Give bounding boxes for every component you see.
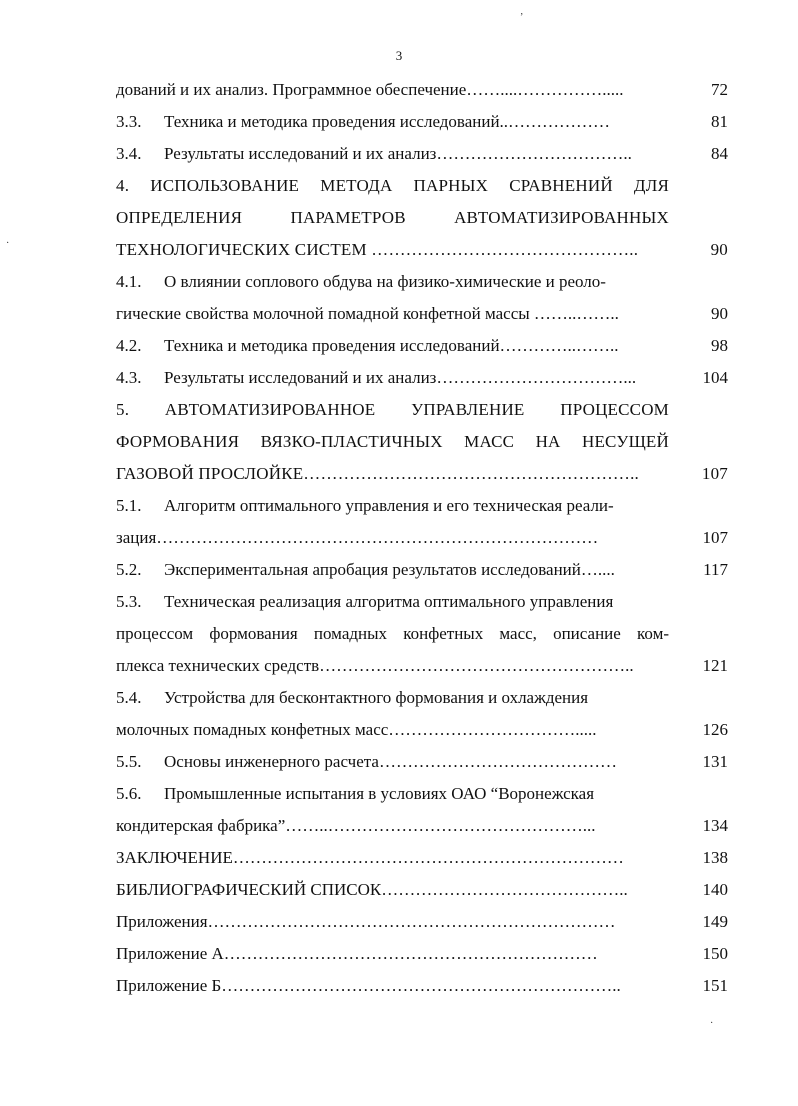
toc-entry-text: Устройства для бесконтактного формования и охлаждения [164,688,589,707]
toc-section-number: 4.2. [116,336,142,355]
toc-line [0,714,798,746]
toc-section-number: 4.1. [116,272,142,291]
toc-section-number: 5.6. [116,784,142,803]
toc-entry-text: Результаты исследований и их анализ……………………………... [164,368,637,387]
toc-entry-text: О влиянии соплового обдува на физико-химические и реоло- [164,272,606,291]
toc-entry-text: плекса технических средств……………………………………………….. [116,656,634,675]
toc-line [0,106,798,138]
toc-section-number: 5.2. [116,560,142,579]
toc-line [0,426,798,458]
toc-section-number: 5.4. [116,688,142,707]
page-number: 3 [395,48,403,63]
toc-line [0,394,798,426]
toc-chapter-heading: ФОРМОВАНИЯ ВЯЗКО-ПЛАСТИЧНЫХ МАСС НА НЕСУЩЕЙ [116,432,669,451]
toc-line [0,842,798,874]
toc-page-number: 104 [702,368,728,387]
toc-entry-text: Приложения……………………………………………………………… [116,912,616,931]
toc-page-number: 107 [702,528,728,547]
toc-line [0,458,798,490]
toc-chapter-heading: 5. АВТОМАТИЗИРОВАННОЕ УПРАВЛЕНИЕ ПРОЦЕССОМ [116,400,669,419]
toc-page-number: 150 [702,944,728,963]
toc-page-number: 138 [702,848,728,867]
toc-page-number: 90 [710,240,728,259]
toc-line [0,298,798,330]
toc-entry-text: Основы инженерного расчета…………………………………… [164,752,617,771]
toc-page-number: 149 [702,912,728,931]
toc-page-number: 126 [702,720,728,739]
toc-chapter-heading: 4. ИСПОЛЬЗОВАНИЕ МЕТОДА ПАРНЫХ СРАВНЕНИЙ ДЛЯ [116,176,669,195]
toc-line [0,362,798,394]
toc-line [0,970,798,1002]
toc-line [0,74,798,106]
scan-speck: ʼ [520,12,524,23]
toc-line [0,234,798,266]
toc-line [0,330,798,362]
toc-page-number: 140 [702,880,728,899]
toc-line [0,490,798,522]
toc-section-number: 5.3. [116,592,142,611]
toc-page-number: 131 [702,752,728,771]
toc-line [0,202,798,234]
toc-entry-text: молочных помадных конфетных масс……………………………..... [116,720,597,739]
toc-line [0,650,798,682]
toc-line [0,874,798,906]
toc-page-number: 134 [702,816,728,835]
toc-entry-text: процессом формования помадных конфетных масс, описание ком- [116,624,669,643]
toc-entry-text: БИБЛИОГРАФИЧЕСКИЙ СПИСОК…………………………………….. [116,880,628,899]
toc-line [0,554,798,586]
toc-page-number: 90 [711,304,728,323]
toc-section-number: 5.1. [116,496,142,515]
toc-entry-text: Промышленные испытания в условиях ОАО “Воронежская [164,784,595,803]
toc-page-number: 107 [701,464,728,483]
toc-page-number: 84 [711,144,728,163]
toc-page-number: 151 [702,976,728,995]
toc-entry-text: Алгоритм оптимального управления и его техническая реали- [164,496,614,515]
toc-entry-text: Техника и методика проведения исследований..……………… [164,112,611,131]
toc-entry-text: Техническая реализация алгоритма оптимального управления [164,592,614,611]
toc-line [0,810,798,842]
toc-section-number: 3.4. [116,144,142,163]
toc-page-number: 72 [711,80,728,99]
toc-chapter-heading: ОПРЕДЕЛЕНИЯ ПАРАМЕТРОВ АВТОМАТИЗИРОВАННЫХ [116,208,669,227]
scan-speck: · [710,1018,714,1029]
toc-page-number: 117 [703,560,728,579]
toc-chapter-heading: ТЕХНОЛОГИЧЕСКИХ СИСТЕМ ……………………………………….. [116,240,639,259]
toc-page-number: 98 [711,336,728,355]
toc-line [0,746,798,778]
toc-line [0,618,798,650]
toc-line [0,906,798,938]
toc-line [0,266,798,298]
toc-line [0,138,798,170]
toc-line [0,586,798,618]
toc-section-number: 5.5. [116,752,142,771]
toc-entry-text: гические свойства молочной помадной конфетной массы ……..…….. [116,304,619,323]
toc-page-number: 81 [711,112,728,131]
toc-entry-text: дований и их анализ. Программное обеспечение……....……………..... [116,80,624,99]
toc-entry-text: Результаты исследований и их анализ…………………………….. [164,144,632,163]
toc-line [0,938,798,970]
table-of-contents [0,74,798,1002]
scan-speck: · [6,238,10,249]
toc-entry-text: кондитерская фабрика”……..………………………………………... [116,816,596,835]
toc-entry-text: Приложение Б…………………………………………………………….. [116,976,621,995]
toc-section-number: 3.3. [116,112,142,131]
toc-entry-text: Экспериментальная апробация результатов исследований….... [164,560,615,579]
toc-line [0,778,798,810]
toc-chapter-heading: ГАЗОВОЙ ПРОСЛОЙКЕ………………………………………………….. [116,464,640,483]
toc-line [0,682,798,714]
toc-entry-text: Приложение А………………………………………………………… [116,944,598,963]
toc-line [0,170,798,202]
toc-entry-text: ЗАКЛЮЧЕНИЕ…………………………………………………………… [116,848,624,867]
toc-line [0,522,798,554]
toc-section-number: 4.3. [116,368,142,387]
toc-page-number: 121 [702,656,728,675]
toc-entry-text: зация…………………………………………………………………… [116,528,599,547]
toc-entry-text: Техника и методика проведения исследований…………..…….. [164,336,619,355]
